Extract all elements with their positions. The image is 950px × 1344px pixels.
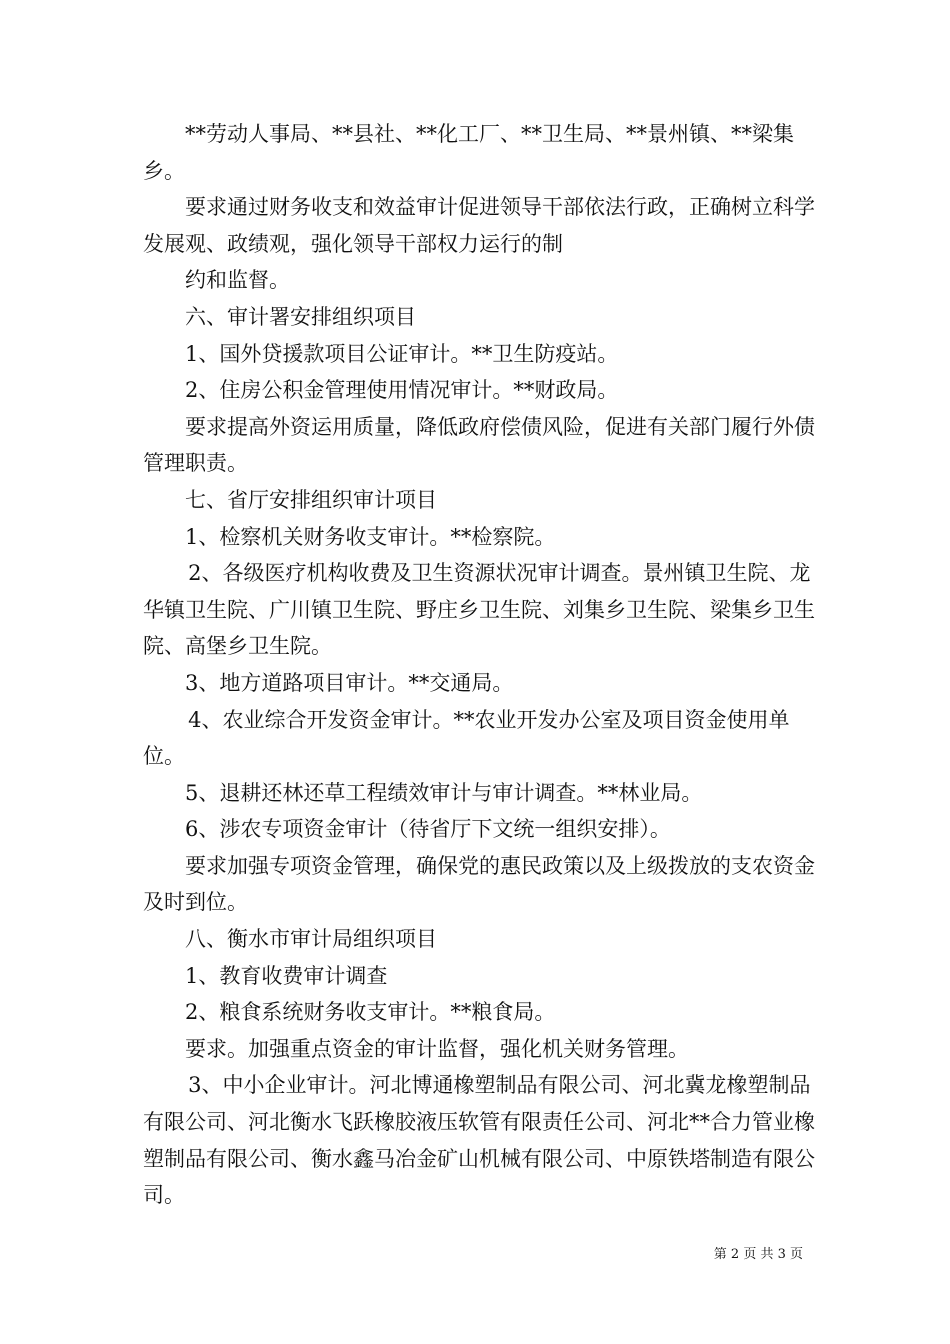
list-item: 3、中小企业审计。河北博通橡塑制品有限公司、河北冀龙橡塑制品有限公司、河北衡水飞跃橡胶液压软管有限责任公司、河北**合力管业橡塑制品有限公司、衡水鑫马冶金矿山机械有限公司、中原铁塔制造有限公司。 <box>143 1073 815 1208</box>
paragraph: 要求。加强重点资金的审计监督，强化机关财务管理。 <box>185 1036 689 1061</box>
list-item: 1、检察机关财务收支审计。**检察院。 <box>185 524 556 549</box>
list-item: 6、涉农专项资金审计（待省厅下文统一组织安排）。 <box>185 817 671 842</box>
page-number-footer: 第 2 页 共 3 页 <box>713 1247 803 1262</box>
list-item: 3、地方道路项目审计。**交通局。 <box>185 670 514 695</box>
paragraph: **劳动人事局、**县社、**化工厂、**卫生局、**景州镇、**梁集乡。 <box>143 122 794 183</box>
list-item: 2、住房公积金管理使用情况审计。**财政局。 <box>185 378 619 403</box>
section-heading: 八、衡水市审计局组织项目 <box>185 927 437 952</box>
list-item: 4、农业综合开发资金审计。**农业开发办公室及项目资金使用单位。 <box>143 707 790 769</box>
list-item: 2、粮食系统财务收支审计。**粮食局。 <box>185 1000 556 1025</box>
paragraph: 要求通过财务收支和效益审计促进领导干部依法行政，正确树立科学发展观、政绩观，强化领导干部权力运行的制 <box>143 195 815 256</box>
section-heading: 七、省厅安排组织审计项目 <box>185 487 437 512</box>
section-heading: 六、审计署安排组织项目 <box>185 304 416 329</box>
paragraph: 约和监督。 <box>185 268 290 293</box>
paragraph: 要求提高外资运用质量，降低政府偿债风险，促进有关部门履行外债管理职责。 <box>143 414 815 476</box>
list-item: 2、各级医疗机构收费及卫生资源状况审计调查。景州镇卫生院、龙华镇卫生院、广川镇卫生院、野庄乡卫生院、刘集乡卫生院、梁集乡卫生院、高堡乡卫生院。 <box>143 561 815 659</box>
document-body <box>143 116 823 1214</box>
paragraph: 要求加强专项资金管理，确保党的惠民政策以及上级拨放的支农资金及时到位。 <box>143 853 815 915</box>
list-item: 1、教育收费审计调查 <box>185 963 388 988</box>
list-item: 5、退耕还林还草工程绩效审计与审计调查。**林业局。 <box>185 780 703 805</box>
list-item: 1、国外贷援款项目公证审计。**卫生防疫站。 <box>185 341 619 366</box>
